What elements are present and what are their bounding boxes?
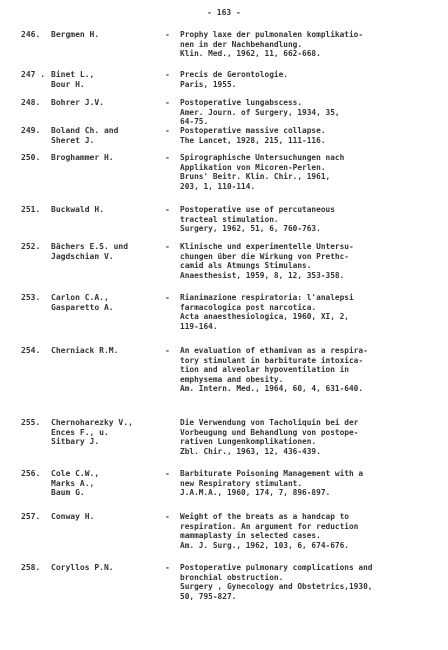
entry-dash: - <box>165 30 170 39</box>
entry-reference <box>180 242 440 280</box>
entry-dash: - <box>165 126 170 135</box>
reference-line: camid als Atmungs Stimulans. <box>180 261 312 271</box>
reference-line: Precis de Gerontologie. <box>180 70 288 79</box>
entry-authors <box>51 293 163 312</box>
reference-line: tracteal stimulation. <box>180 214 279 224</box>
entry-authors <box>51 346 163 356</box>
entry-number: 252. <box>21 242 41 251</box>
entry-reference <box>180 512 440 550</box>
reference-line: Weight of the breats as a handcap to <box>180 512 349 521</box>
reference-line: Postoperative pulmonary complications and <box>180 563 373 572</box>
author-line: Sitbary J. <box>51 437 100 447</box>
entry-reference <box>180 70 440 89</box>
entry-dash: - <box>165 153 170 162</box>
reference-line: respiration. An argument for reduction <box>180 521 359 531</box>
reference-line: Amer. Journ. of Surgery, 1934, 35, <box>180 107 340 117</box>
reference-line: nen in der Nachbehandlung. <box>180 39 303 49</box>
entry-reference <box>180 293 440 331</box>
reference-line: Barbiturate Poisoning Management with a <box>180 469 364 478</box>
entry-authors <box>51 126 163 145</box>
reference-line: 50, 795-827. <box>180 591 237 601</box>
entry-number: 255. <box>21 418 41 427</box>
reference-line: Acta anaesthesiologica, 1960, XI, 2, <box>180 312 349 322</box>
author-line: Ences F., u. <box>51 427 109 437</box>
reference-line: Paris, 1955. <box>180 79 237 89</box>
reference-line: Am. J. Surg., 1962, 103, 6, 674-676. <box>180 540 349 550</box>
entry-number: 254. <box>21 346 41 355</box>
reference-line: 64-75. <box>180 117 209 127</box>
reference-line: mammaplasty in selected cases. <box>180 531 321 541</box>
entry-dash: - <box>165 205 170 214</box>
entry-dash: - <box>165 346 170 355</box>
author-line: Bergmen H. <box>51 30 100 39</box>
author-line: Bächers E.S. und <box>51 242 129 251</box>
entry-reference <box>180 563 440 601</box>
reference-line: Prophy laxe der pulmonalen komplikatio- <box>180 30 364 39</box>
entry-number: 248. <box>21 98 41 107</box>
author-line: Bohrer J.V. <box>51 98 104 107</box>
reference-line: Surgery , Gynecology and Obstetrics,1930, <box>180 582 373 592</box>
reference-line: Postoperative use of percutaneous <box>180 205 335 214</box>
reference-line: An evaluation of ethamivan as a respira- <box>180 346 368 355</box>
entry-authors <box>51 70 163 89</box>
entry-authors <box>51 98 163 108</box>
entry-number: 246. <box>21 30 41 39</box>
author-line: Cole C.W., <box>51 469 100 478</box>
reference-line: Klin. Med., 1962, 11, 662-668. <box>180 49 321 59</box>
reference-line: Applikation von Micoren-Perlen. <box>180 162 326 172</box>
reference-line: Bruns' Beitr. Klin. Chir., 1961, <box>180 172 331 182</box>
reference-line: Rianimazione respiratoria: l'analepsi <box>180 293 354 302</box>
reference-line: bronchial obstruction. <box>180 572 284 582</box>
author-line: Broghammer H. <box>51 153 114 162</box>
entry-authors <box>51 418 163 447</box>
entry-number: 257. <box>21 512 41 521</box>
entry-reference <box>180 30 440 59</box>
entry-reference <box>180 469 440 498</box>
entry-reference <box>180 98 440 127</box>
entry-reference <box>180 126 440 145</box>
entry-authors <box>51 30 163 40</box>
author-line: Jagdschian V. <box>51 251 114 261</box>
reference-line: tion and alveolar hypoventilation in <box>180 365 349 375</box>
reference-line: Die Verwendung von Tacholiquin bei der <box>180 418 359 427</box>
entry-authors <box>51 563 163 573</box>
entry-authors <box>51 153 163 163</box>
entry-dash: - <box>165 70 170 79</box>
entry-number: 253. <box>21 293 41 302</box>
reference-line: Klinische und experimentelle Untersu- <box>180 242 354 251</box>
entry-reference <box>180 346 440 394</box>
entry-dash: - <box>165 512 170 521</box>
entry-number: 250. <box>21 153 41 162</box>
author-line: Conway H. <box>51 512 95 521</box>
entry-authors <box>51 205 163 215</box>
reference-line: Surgery, 1962, 51, 6, 760-763. <box>180 224 321 234</box>
reference-line: new Respiratory stimulant. <box>180 478 303 488</box>
entry-reference <box>180 153 440 191</box>
author-line: Baum G. <box>51 488 85 498</box>
entry-number: 247 . <box>21 70 46 79</box>
entry-dash: - <box>165 242 170 251</box>
author-line: Gasparetto A. <box>51 302 114 312</box>
author-line: Carlon C.A., <box>51 293 109 302</box>
reference-line: Zbl. Chir., 1963, 12, 436-439. <box>180 446 321 456</box>
reference-line: Spirographische Untersuchungen nach <box>180 153 345 162</box>
reference-line: farmacologica post narcotica. <box>180 302 317 312</box>
reference-line: Postoperative lungabscess. <box>180 98 303 107</box>
author-line: Cherniack R.M. <box>51 346 119 355</box>
author-line: Marks A., <box>51 478 95 488</box>
author-line: Sheret J. <box>51 135 95 145</box>
author-line: Boland Ch. and <box>51 126 119 135</box>
reference-line: J.A.M.A., 1960, 174, 7, 896-897. <box>180 488 331 498</box>
author-line: Coryllos P.N. <box>51 563 114 572</box>
entry-reference <box>180 205 440 234</box>
author-line: Bour H. <box>51 79 85 89</box>
reference-line: chungen über die Wirkung von Prethc- <box>180 251 349 261</box>
reference-line: Vorbeugung und Behandlung von postope- <box>180 427 359 437</box>
author-line: Chernoharezky V., <box>51 418 133 427</box>
entry-number: 251. <box>21 205 41 214</box>
entry-authors <box>51 469 163 498</box>
author-line: Binet L., <box>51 70 95 79</box>
entry-dash: - <box>165 293 170 302</box>
entry-authors <box>51 242 163 261</box>
reference-line: rativen Lungenkomplikationen. <box>180 437 317 447</box>
entry-dash: - <box>165 563 170 572</box>
author-line: Buckwald H. <box>51 205 104 214</box>
page-number: - 163 - <box>207 8 241 17</box>
entry-dash: - <box>165 98 170 107</box>
reference-line: The Lancet, 1928, 215, 111-116. <box>180 135 326 145</box>
reference-line: emphysema and obesity. <box>180 374 284 384</box>
reference-line: Anaesthesist, 1959, 8, 12, 353-358. <box>180 270 345 280</box>
reference-line: Postoperative massive collapse. <box>180 126 326 135</box>
entry-reference <box>180 418 440 456</box>
entry-number: 249. <box>21 126 41 135</box>
reference-line: tory stimulant in barbiturate intoxica- <box>180 355 364 365</box>
entry-number: 256. <box>21 469 41 478</box>
entry-number: 258. <box>21 563 41 572</box>
reference-line: 203, 1, 110-114. <box>180 181 256 191</box>
entry-dash: - <box>165 469 170 478</box>
reference-line: Am. Intern. Med., 1964, 60, 4, 631-640. <box>180 384 364 394</box>
reference-line: 119-164. <box>180 321 218 331</box>
entry-authors <box>51 512 163 522</box>
